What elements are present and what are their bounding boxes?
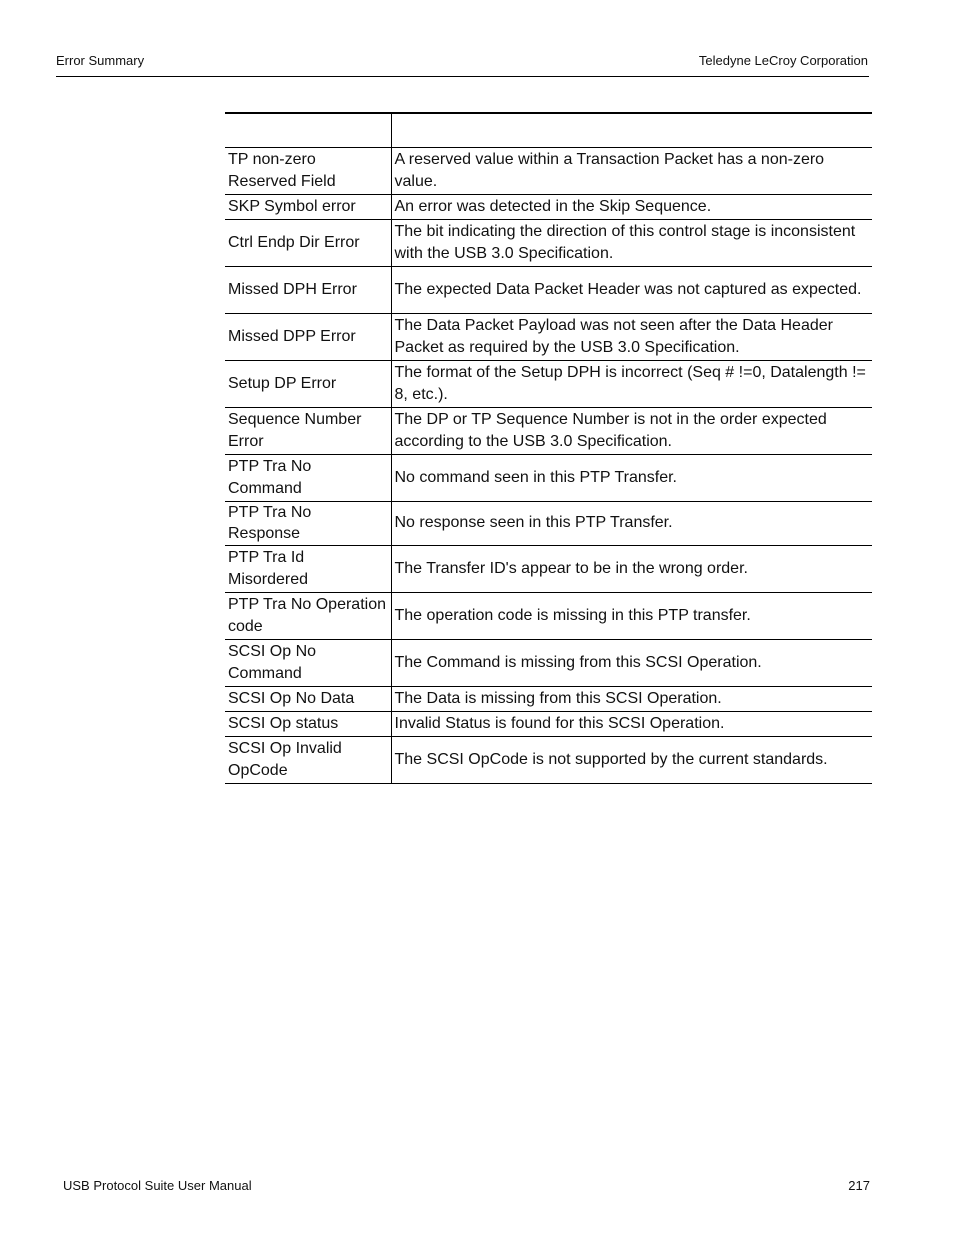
error-name-cell: Missed DPH Error (225, 266, 391, 313)
error-name-cell: Setup DP Error (225, 360, 391, 407)
error-description-cell: The Data Packet Payload was not seen after the Data Header Packet as required by the USB 3.0 Specification. (391, 313, 872, 360)
table-row (225, 266, 872, 313)
error-name-cell: SCSI Op No Data (225, 686, 391, 711)
table-row (225, 711, 872, 736)
error-description-cell: The bit indicating the direction of this control stage is inconsistent with the USB 3.0 Specification. (391, 219, 872, 266)
table-row (225, 313, 872, 360)
error-description-cell: The Transfer ID's appear to be in the wrong order. (391, 545, 872, 592)
footer-manual-title: USB Protocol Suite User Manual (63, 1178, 252, 1193)
table-row (225, 639, 872, 686)
error-summary-table (225, 112, 872, 784)
table-row (225, 592, 872, 639)
error-name-cell: SCSI Op No Command (225, 639, 391, 686)
error-description-cell: Invalid Status is found for this SCSI Operation. (391, 711, 872, 736)
table-row (225, 194, 872, 219)
error-description-cell: The operation code is missing in this PTP transfer. (391, 592, 872, 639)
error-name-cell: SCSI Op status (225, 711, 391, 736)
error-name-cell: TP non-zero Reserved Field (225, 147, 391, 194)
running-header-company: Teledyne LeCroy Corporation (698, 53, 868, 68)
table-row (225, 736, 872, 783)
column-header-error (225, 113, 391, 147)
table-row (225, 219, 872, 266)
table-header-row (225, 113, 872, 147)
error-description-cell: The format of the Setup DPH is incorrect (Seq # !=0, Datalength != 8, etc.). (391, 360, 872, 407)
error-name-cell: PTP Tra No Response (225, 501, 391, 545)
error-description-cell: An error was detected in the Skip Sequence. (391, 194, 872, 219)
page-number: 217 (848, 1178, 870, 1193)
table-row (225, 545, 872, 592)
table-row (225, 454, 872, 501)
header-divider (56, 76, 869, 77)
error-description-cell: The DP or TP Sequence Number is not in the order expected according to the USB 3.0 Specification. (391, 407, 872, 454)
error-name-cell: Ctrl Endp Dir Error (225, 219, 391, 266)
error-name-cell: Sequence Number Error (225, 407, 391, 454)
error-description-cell: The Data is missing from this SCSI Operation. (391, 686, 872, 711)
running-header-title: Error Summary (56, 53, 145, 68)
error-description-cell: The SCSI OpCode is not supported by the current standards. (391, 736, 872, 783)
error-description-cell: No response seen in this PTP Transfer. (391, 501, 872, 545)
error-name-cell: PTP Tra No Command (225, 454, 391, 501)
column-header-description (391, 113, 872, 147)
error-name-cell: SKP Symbol error (225, 194, 391, 219)
error-description-cell: The Command is missing from this SCSI Operation. (391, 639, 872, 686)
table-row (225, 501, 872, 545)
error-name-cell: PTP Tra No Operation code (225, 592, 391, 639)
error-name-cell: SCSI Op Invalid OpCode (225, 736, 391, 783)
error-description-cell: No command seen in this PTP Transfer. (391, 454, 872, 501)
table-row (225, 407, 872, 454)
error-name-cell: Missed DPP Error (225, 313, 391, 360)
error-description-cell: The expected Data Packet Header was not captured as expected. (391, 266, 872, 313)
table-row (225, 360, 872, 407)
table-row (225, 686, 872, 711)
error-name-cell: PTP Tra Id Misordered (225, 545, 391, 592)
error-description-cell: A reserved value within a Transaction Packet has a non-zero value. (391, 147, 872, 194)
table-row (225, 147, 872, 194)
